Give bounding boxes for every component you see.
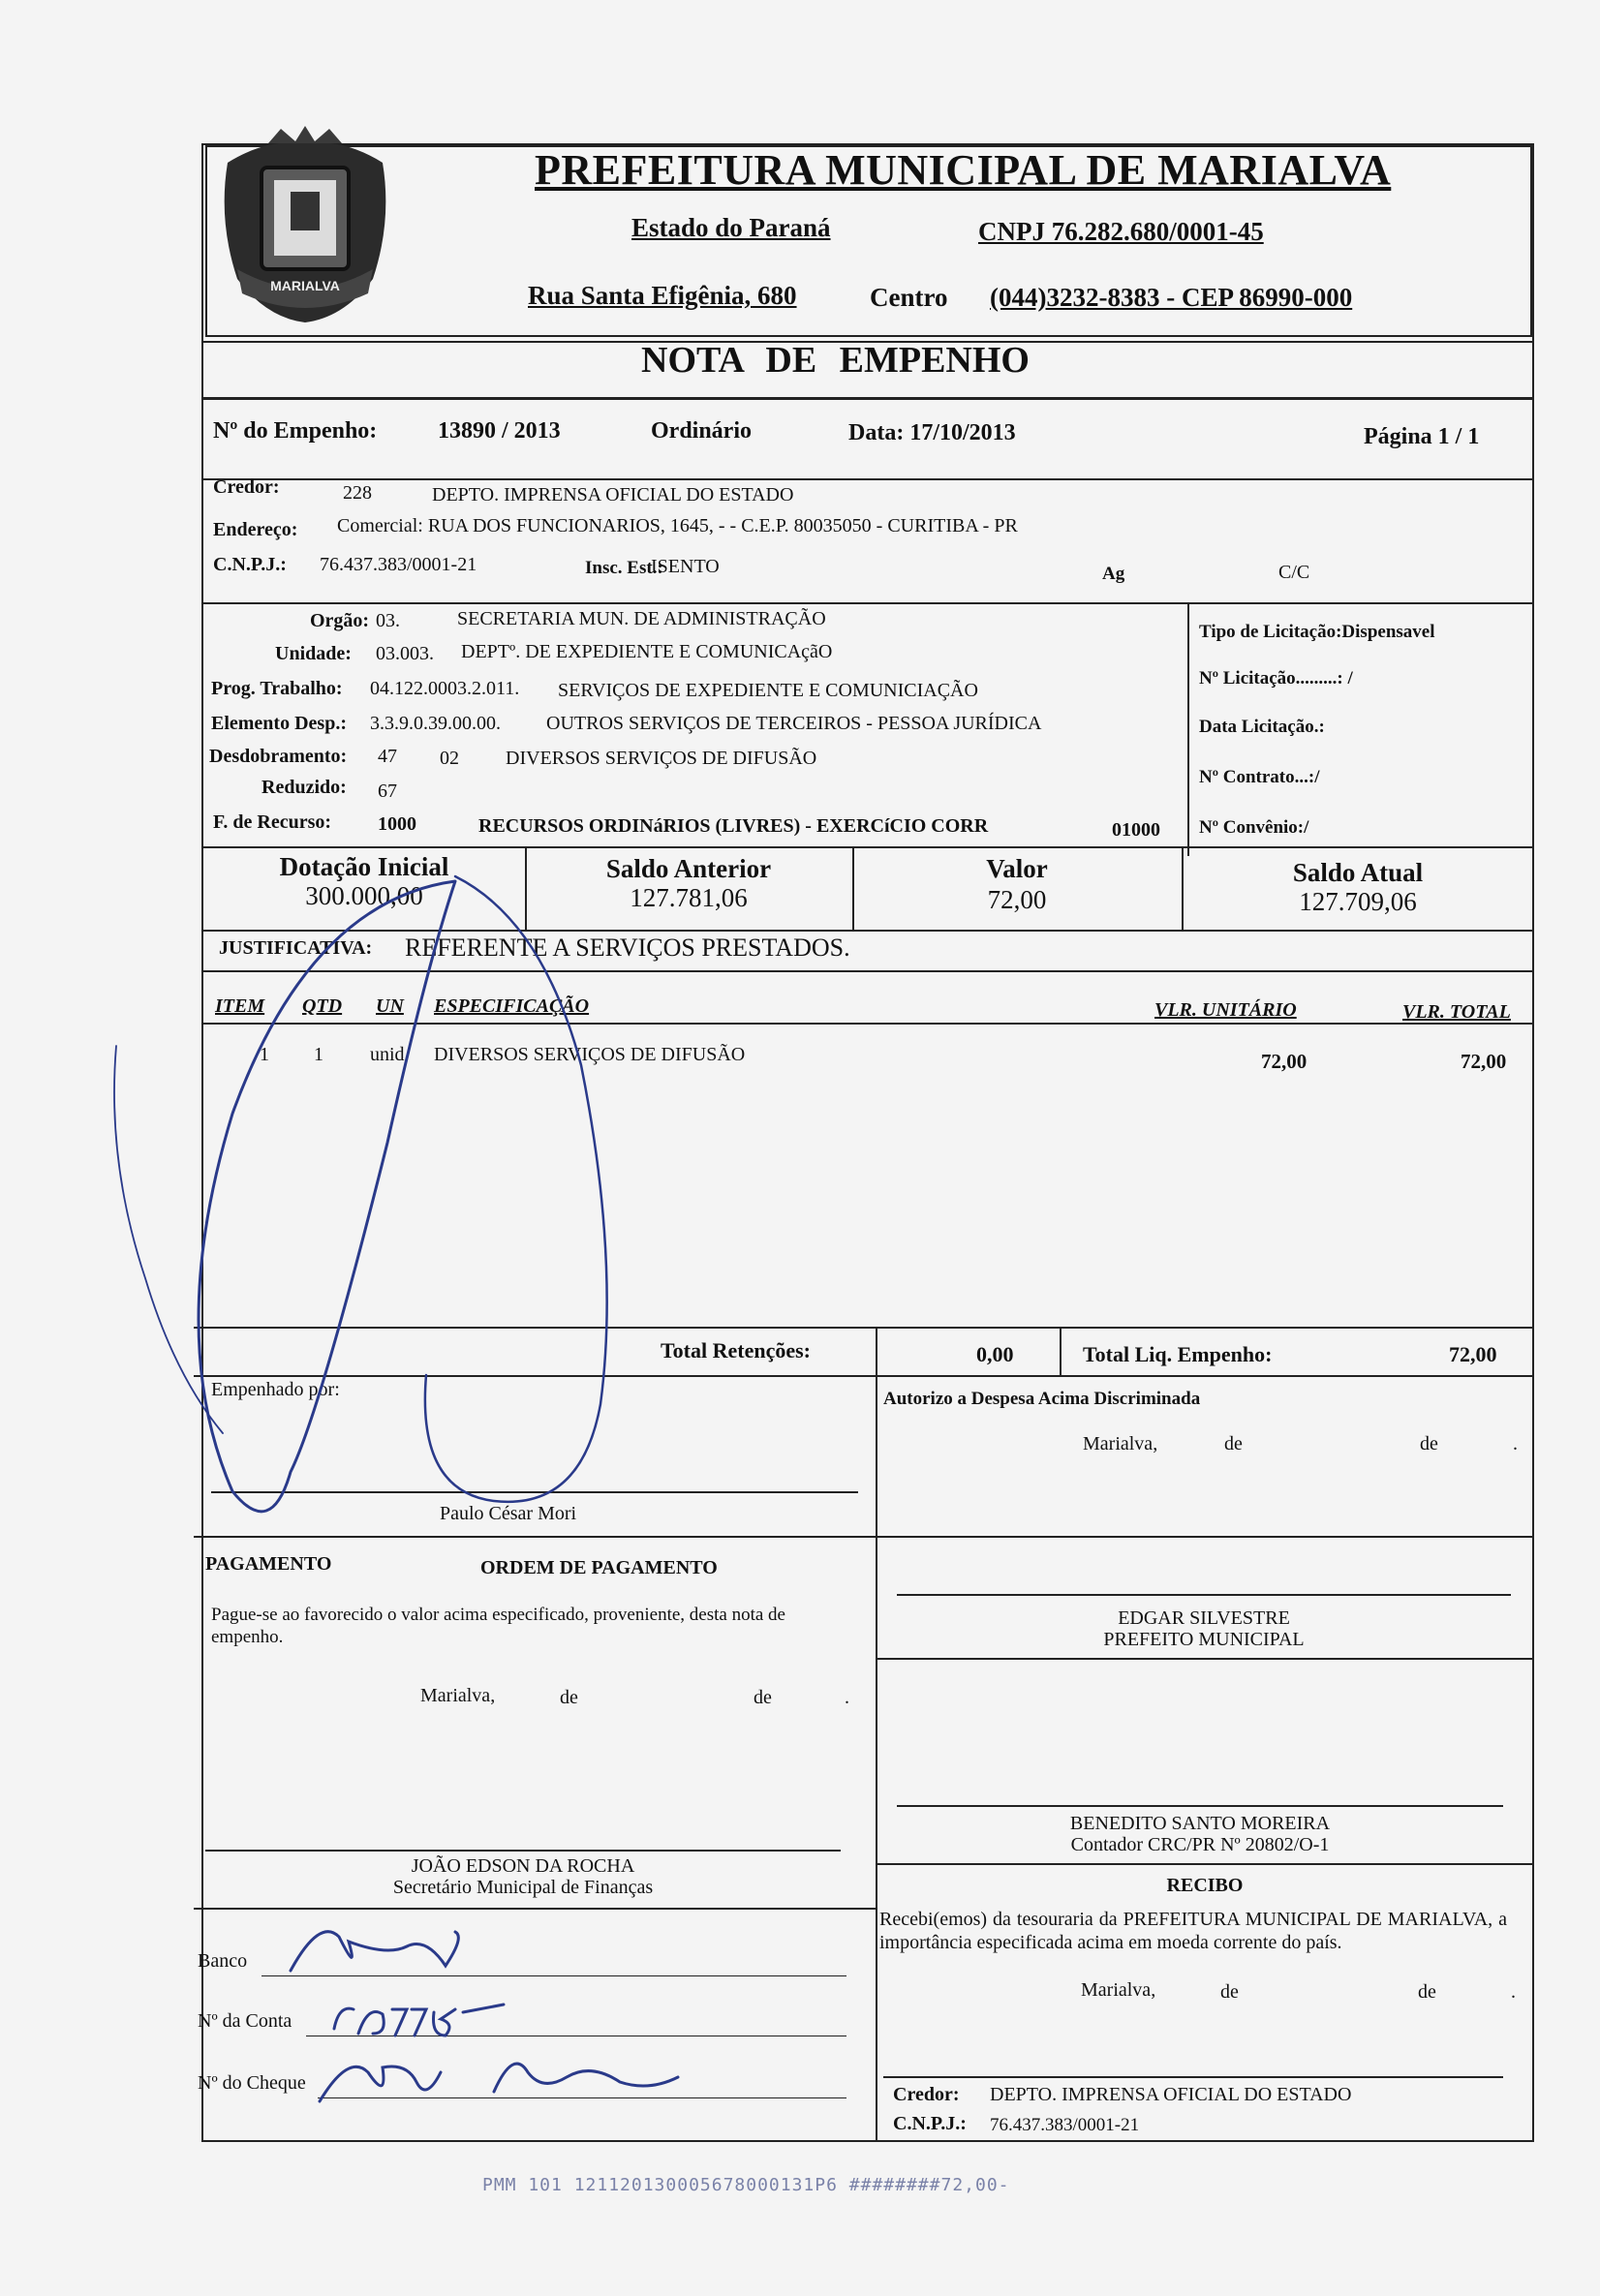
cheque-label: Nº do Cheque: [198, 2072, 306, 2094]
insc-label: Insc. Est.:: [585, 558, 663, 578]
col-header-total: VLR. TOTAL: [1402, 1001, 1511, 1023]
retencoes-value: 0,00: [976, 1342, 1014, 1366]
prefeito-role: PREFEITO MUNICIPAL: [1103, 1629, 1305, 1650]
pagamento-label: PAGAMENTO: [205, 1553, 332, 1575]
secretario-role: Secretário Municipal de Finanças: [392, 1877, 654, 1898]
recibo-city: Marialva,: [1081, 1979, 1156, 2001]
account-number-handwritten: [334, 2005, 504, 2036]
justificativa-text: REFERENTE A SERVIÇOS PRESTADOS.: [405, 934, 850, 962]
recurso-label: F. de Recurso:: [213, 811, 332, 833]
desdob-label: Desdobramento:: [209, 746, 348, 767]
elemento-code: 3.3.9.0.39.00.00.: [370, 713, 501, 734]
col-header-spec: ESPECIFICAÇÃO: [434, 995, 590, 1017]
prog-label: Prog. Trabalho:: [211, 678, 343, 699]
pen-stroke-tail: [425, 876, 607, 1502]
empenho-date: Data: 17/10/2013: [848, 420, 1016, 445]
doc-title: NOTA DE EMPENHO: [641, 340, 1030, 381]
prefeitura-address: Rua Santa Efigênia, 680: [528, 281, 797, 310]
crest-text: MARIALVA: [270, 278, 340, 293]
state-label: Estado do Paraná: [631, 213, 831, 242]
recurso-code: 1000: [378, 813, 416, 835]
dotacao-label: Dotação Inicial: [279, 852, 449, 881]
licitacao-numero: Nº Licitação.........: /: [1199, 668, 1353, 689]
recibo-cnpj-label: C.N.P.J.:: [893, 2113, 967, 2134]
col-header-qtd: QTD: [302, 995, 343, 1017]
ag-label: Ag: [1102, 564, 1125, 584]
conta-label: Nº da Conta: [198, 2010, 292, 2032]
reduzido-value: 67: [378, 781, 397, 802]
recibo-credor-label: Credor:: [893, 2084, 960, 2105]
credor-cnpj-value: 76.437.383/0001-21: [320, 554, 477, 575]
col-header-item: ITEM: [215, 995, 265, 1017]
recibo-title: RECIBO: [1166, 1875, 1244, 1896]
licitacao-tipo: Tipo de Licitação:Dispensavel: [1199, 622, 1435, 642]
row-unit: 72,00: [1261, 1050, 1308, 1073]
col-header-unit: VLR. UNITÁRIO: [1154, 999, 1297, 1021]
endereco-value: Comercial: RUA DOS FUNCIONARIOS, 1645, - - C.E.P. 80035050 - CURITIBA - PR: [337, 515, 1018, 536]
elemento-label: Elemento Desp.:: [211, 713, 347, 734]
licitacao-contrato: Nº Contrato...:/: [1199, 767, 1320, 787]
retencoes-label: Total Retenções:: [661, 1338, 811, 1362]
justificativa-label: JUSTIFICATIVA:: [219, 937, 373, 959]
bank-signature: [291, 1932, 458, 1971]
empenho-number: 13890 / 2013: [438, 418, 561, 444]
saldo-anterior-label: Saldo Anterior: [605, 854, 772, 883]
row-total: 72,00: [1461, 1050, 1507, 1073]
cheque-signature: [320, 2064, 678, 2101]
valor-value: 72,00: [987, 885, 1047, 914]
insc-value: ISENTO: [651, 556, 720, 577]
liq-label: Total Liq. Empenho:: [1083, 1342, 1273, 1366]
empenho-label: Nº do Empenho:: [213, 418, 378, 444]
machine-stamp: PMM 101 121120130005678000131P6 ########72,00-: [482, 2175, 1010, 2195]
unidade-code: 03.003.: [376, 643, 434, 664]
autorizo-end: .: [1513, 1433, 1518, 1454]
row-un: unid: [370, 1044, 405, 1065]
licitacao-data: Data Licitação.:: [1199, 717, 1325, 737]
recibo-cnpj-value: 76.437.383/0001-21: [990, 2115, 1140, 2135]
recurso-num: 01000: [1112, 819, 1160, 841]
recibo-de2: de: [1418, 1981, 1436, 2003]
col-header-un: UN: [376, 995, 404, 1017]
empenhado-name: Paulo César Mori: [440, 1503, 577, 1524]
row-qtd: 1: [314, 1044, 323, 1065]
contador-name: BENEDITO SANTO MOREIRA: [1069, 1813, 1331, 1834]
prefeitura-title: PREFEITURA MUNICIPAL DE MARIALVA: [535, 146, 1392, 194]
credor-cnpj-label: C.N.P.J.:: [213, 554, 287, 575]
liq-value: 72,00: [1449, 1342, 1497, 1366]
autorizo-text: Autorizo a Despesa Acima Discriminada: [883, 1389, 1201, 1409]
prog-code: 04.122.0003.2.011.: [370, 678, 520, 699]
orgao-label: Orgão:: [310, 610, 370, 631]
prefeitura-district: Centro: [870, 283, 948, 312]
dotacao-value: 300.000,00: [305, 881, 423, 910]
secretario-name: JOÃO EDSON DA ROCHA: [411, 1855, 635, 1877]
page-number: Página 1 / 1: [1364, 424, 1480, 449]
recibo-end: .: [1511, 1981, 1516, 2003]
pagamento-de2: de: [754, 1687, 772, 1708]
pen-stroke-loop: [199, 881, 455, 1512]
empenhado-label: Empenhado por:: [211, 1379, 340, 1400]
saldo-atual-value: 127.709,06: [1299, 887, 1417, 916]
orgao-name: SECRETARIA MUN. DE ADMINISTRAÇÃO: [457, 608, 826, 629]
endereco-label: Endereço:: [213, 519, 298, 540]
reduzido-label: Reduzido:: [262, 777, 347, 798]
pagamento-de1: de: [560, 1687, 578, 1708]
prefeito-name: EDGAR SILVESTRE: [1118, 1607, 1290, 1629]
autorizo-de1: de: [1224, 1433, 1243, 1454]
pagamento-text: Pague-se ao favorecido o valor acima especificado, proveniente, desta nota de empenho.: [211, 1605, 785, 1647]
credor-code: 228: [343, 482, 372, 504]
pagamento-end: .: [845, 1687, 849, 1708]
recibo-text: Recebi(emos) da tesouraria da PREFEITURA MUNICIPAL DE MARIALVA, a importância especificada acima em moeda corrente do país.: [879, 1909, 1507, 1953]
credor-label: Credor:: [213, 476, 280, 498]
orgao-code: 03.: [376, 610, 400, 631]
desdob-name: DIVERSOS SERVIÇOS DE DIFUSÃO: [506, 748, 817, 769]
autorizo-de2: de: [1420, 1433, 1438, 1454]
recurso-name: RECURSOS ORDINáRIOS (LIVRES) - EXERCíCIO CORR: [478, 815, 989, 837]
cc-label: C/C: [1278, 562, 1310, 583]
recibo-de1: de: [1220, 1981, 1239, 2003]
pagamento-city: Marialva,: [420, 1685, 496, 1706]
licitacao-convenio: Nº Convênio:/: [1199, 817, 1309, 838]
recibo-credor-value: DEPTO. IMPRENSA OFICIAL DO ESTADO: [990, 2084, 1352, 2105]
unidade-name: DEPTº. DE EXPEDIENTE E COMUNICAçãO: [461, 641, 833, 662]
contador-role: Contador CRC/PR Nº 20802/O-1: [1070, 1834, 1330, 1855]
valor-label: Valor: [986, 854, 1048, 883]
elemento-name: OUTROS SERVIÇOS DE TERCEIROS - PESSOA JURÍDICA: [546, 713, 1042, 734]
credor-name: DEPTO. IMPRENSA OFICIAL DO ESTADO: [432, 484, 794, 505]
desdob-b: 02: [440, 748, 459, 769]
pen-stroke-left: [114, 1046, 223, 1433]
saldo-anterior-value: 127.781,06: [630, 883, 748, 912]
autorizo-city: Marialva,: [1083, 1433, 1158, 1454]
prefeitura-cnpj: CNPJ 76.282.680/0001-45: [978, 217, 1264, 246]
ordem-pagamento: ORDEM DE PAGAMENTO: [480, 1557, 718, 1578]
saldo-atual-label: Saldo Atual: [1292, 858, 1424, 887]
banco-label: Banco: [198, 1950, 248, 1972]
prog-name: SERVIÇOS DE EXPEDIENTE E COMUNICIAÇÃO: [558, 680, 978, 701]
prefeitura-phone-cep: (044)3232-8383 - CEP 86990-000: [990, 283, 1353, 312]
empenho-type: Ordinário: [651, 418, 753, 444]
desdob-a: 47: [378, 746, 397, 767]
row-spec: DIVERSOS SERVIÇOS DE DIFUSÃO: [434, 1044, 746, 1065]
unidade-label: Unidade:: [275, 643, 352, 664]
row-item: 1: [260, 1044, 269, 1065]
